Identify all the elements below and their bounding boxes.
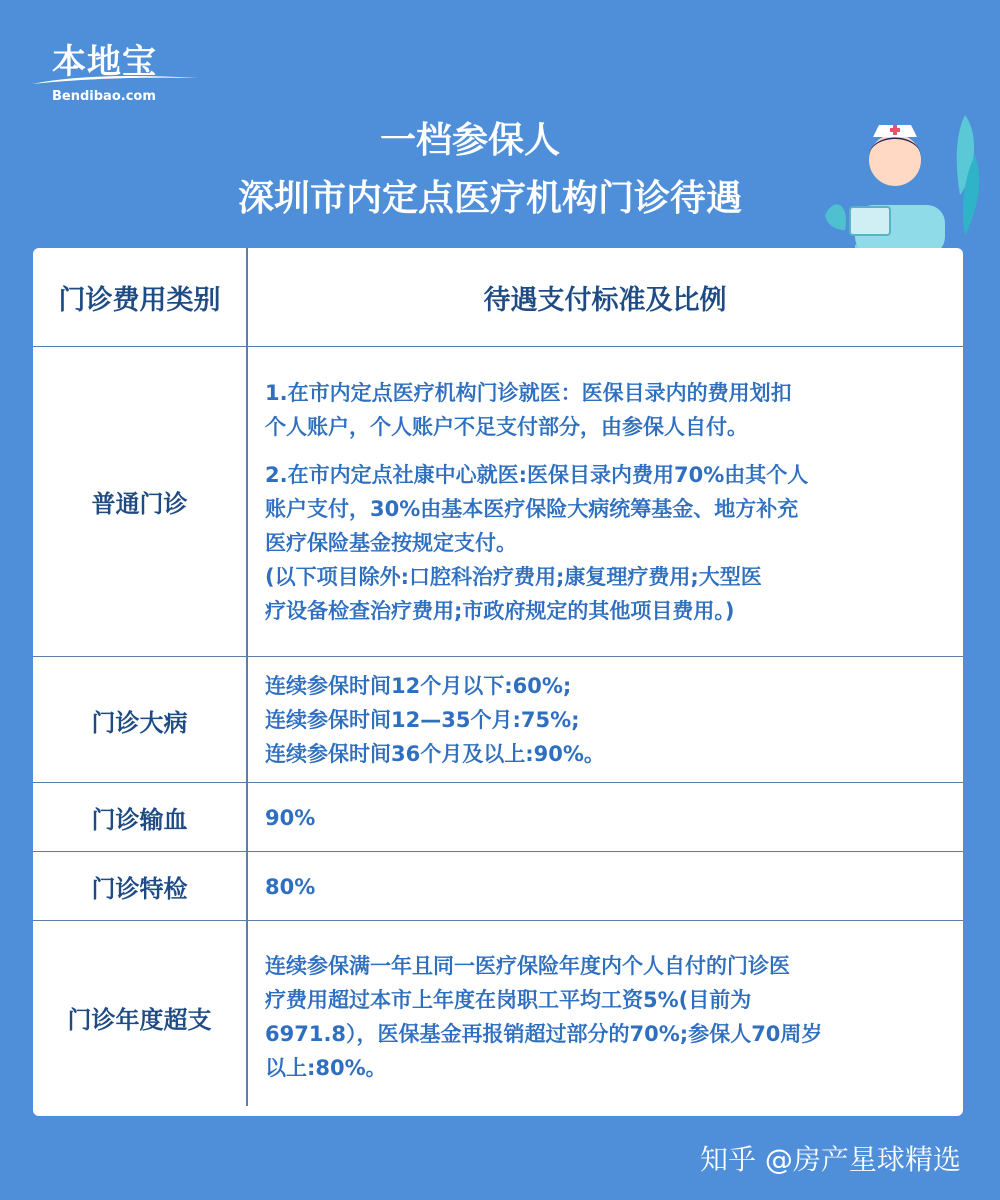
row-line: 疗费用超过本市上年度在岗职工平均工资5%(目前为 — [265, 988, 752, 1012]
row-line: 1.在市内定点医疗机构门诊就医：医保目录内的费用划扣 — [265, 380, 792, 405]
row-category: 门诊输血 — [91, 806, 188, 834]
row-line: 连续参保时间12个月以下:60%; — [265, 674, 572, 698]
table-row — [33, 784, 963, 852]
table-row — [33, 853, 963, 921]
page-title-line1: 一档参保人 — [379, 120, 560, 161]
row-line: 连续参保时间36个月及以上:90%。 — [265, 742, 605, 766]
row-line: 医疗保险基金按规定支付。 — [265, 530, 517, 555]
table-row — [33, 658, 963, 783]
row-standard — [265, 922, 937, 1112]
table-row — [33, 922, 963, 1112]
logo-text: 本地宝 — [52, 42, 157, 82]
header-category: 门诊费用类别 — [58, 284, 221, 316]
row-standard — [265, 347, 937, 656]
zhihu-watermark: 知乎 @房产星球精选 — [700, 1143, 961, 1176]
logo-swoosh-icon — [30, 72, 200, 88]
row-category: 门诊特检 — [91, 875, 188, 903]
bendibao-logo — [30, 32, 200, 112]
row-category: 普通门诊 — [91, 490, 188, 518]
table-header-row — [33, 248, 963, 347]
row-standard — [265, 784, 937, 851]
row-line: (以下项目除外:口腔科治疗费用;康复理疗费用;大型医 — [265, 564, 762, 589]
logo-domain: Bendibao.com — [52, 89, 156, 104]
row-category: 门诊年度超支 — [67, 1005, 212, 1034]
table-row — [33, 347, 963, 657]
row-line: 以上:80%。 — [265, 1056, 387, 1080]
row-line: 账户支付，30%由基本医疗保险大病统筹基金、地方补充 — [265, 496, 799, 521]
row-line: 连续参保时间12—35个月:75%; — [265, 708, 580, 732]
header-standard: 待遇支付标准及比例 — [483, 284, 727, 316]
row-line: 2.在市内定点社康中心就医:医保目录内费用70%由其个人 — [265, 462, 809, 487]
row-line: 6971.8），医保基金再报销超过部分的70%;参保人70周岁 — [265, 1022, 823, 1046]
row-line: 连续参保满一年且同一医疗保险年度内个人自付的门诊医 — [265, 954, 790, 978]
row-standard — [265, 658, 937, 782]
row-line: 个人账户，个人账户不足支付部分，由参保人自付。 — [265, 414, 748, 439]
row-category: 门诊大病 — [91, 708, 188, 737]
row-line: 疗设备检查治疗费用;市政府规定的其他项目费用。) — [265, 598, 735, 623]
page-title-line2: 深圳市内定点医疗机构门诊待遇 — [237, 178, 742, 219]
row-line: 80% — [265, 874, 316, 899]
benefit-table — [33, 248, 963, 1116]
nurse-illustration-icon — [815, 95, 985, 255]
row-line: 90% — [265, 805, 316, 830]
row-standard — [265, 853, 937, 920]
